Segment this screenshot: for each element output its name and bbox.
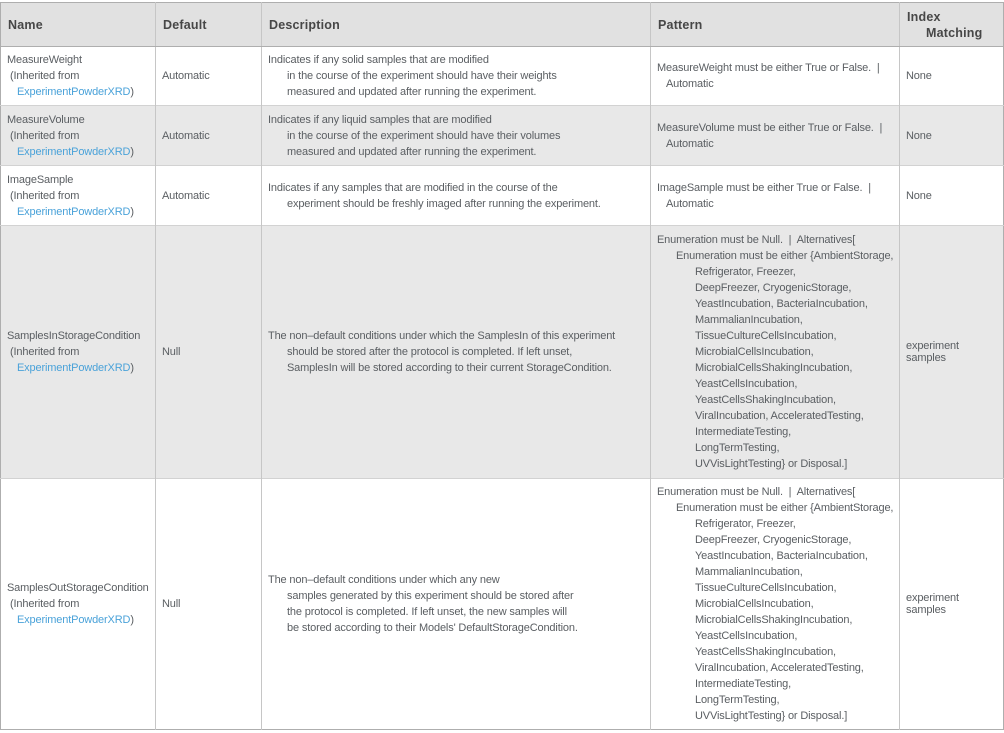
inherited-close-paren: ) [130, 86, 134, 98]
default-cell: Null [156, 226, 262, 479]
description-cell: The non–default conditions under which the SamplesIn of this experiment should be stored after the protocol is completed. If left unset, SamplesIn will be stored according to their current StorageCondition. [262, 226, 651, 479]
column-header-pattern: Pattern [651, 3, 900, 47]
options-reference-table [0, 2, 1004, 730]
inherited-from-text: (Inherited from [10, 346, 80, 358]
name-cell [1, 166, 156, 226]
inherited-from-text: (Inherited from [10, 129, 80, 142]
inherited-from-text: (Inherited from [10, 598, 80, 610]
option-name: SamplesOutStorageCondition [7, 582, 149, 594]
description-cell: Indicates if any liquid samples that are modified in the course of the experiment should have their volumes measured and updated after running the experiment. [262, 106, 651, 166]
default-cell: Null [156, 479, 262, 730]
inherited-close-paren: ) [130, 145, 134, 158]
index-matching-cell: None [900, 106, 1004, 166]
default-cell: Automatic [156, 47, 262, 106]
inherited-close-paren: ) [130, 362, 134, 374]
name-cell [1, 479, 156, 730]
inherited-from-text: (Inherited from [10, 70, 80, 82]
option-name: MeasureWeight [7, 54, 82, 66]
option-name: MeasureVolume [7, 113, 85, 126]
inherited-from-text: (Inherited from [10, 189, 80, 202]
pattern-cell: MeasureVolume must be either True or False. | Automatic [651, 106, 900, 166]
inherited-close-paren: ) [130, 205, 134, 218]
index-matching-cell: None [900, 166, 1004, 226]
column-header-default: Default [156, 3, 262, 47]
column-header-index-matching: Index Matching [900, 3, 1004, 47]
table-row-image-sample [1, 166, 1004, 226]
description-cell: Indicates if any samples that are modified in the course of the experiment should be freshly imaged after running the experiment. [262, 166, 651, 226]
pattern-cell: Enumeration must be Null. | Alternatives[ Enumeration must be either {AmbientStorage, Refrigerator, Freezer, DeepFreezer, CryogenicStorage, YeastIncubation, BacteriaIncubation, MammalianIncubation, TissueCultureCellsIncubation, MicrobialCellsIncubation, MicrobialCellsShakingIncubation, YeastCellsIncubation, YeastCellsShakingIncubation, ViralIncubation, AcceleratedTesting, IntermediateTesting, LongTermTesting, UVVisLightTesting} or Disposal.] [651, 479, 900, 730]
description-cell: Indicates if any solid samples that are modified in the course of the experiment should have their weights measured and updated after running the experiment. [262, 47, 651, 106]
pattern-cell: ImageSample must be either True or False. | Automatic [651, 166, 900, 226]
default-cell: Automatic [156, 106, 262, 166]
inherited-from-link[interactable]: ExperimentPowderXRD [17, 614, 131, 626]
inherited-from-link[interactable]: ExperimentPowderXRD [17, 145, 131, 158]
inherited-close-paren: ) [130, 614, 134, 626]
index-matching-cell: experiment samples [900, 226, 1004, 479]
index-matching-cell: None [900, 47, 1004, 106]
option-name: SamplesInStorageCondition [7, 330, 141, 342]
table-row-samples-in-storage-condition [1, 226, 1004, 479]
name-cell [1, 226, 156, 479]
option-name: ImageSample [7, 173, 74, 186]
inherited-from-link[interactable]: ExperimentPowderXRD [17, 86, 131, 98]
pattern-cell: MeasureWeight must be either True or False. | Automatic [651, 47, 900, 106]
table-row-measure-weight [1, 47, 1004, 106]
default-cell: Automatic [156, 166, 262, 226]
header-row [1, 3, 1004, 47]
index-matching-cell: experiment samples [900, 479, 1004, 730]
table-row-measure-volume [1, 106, 1004, 166]
inherited-from-link[interactable]: ExperimentPowderXRD [17, 205, 131, 218]
name-cell [1, 106, 156, 166]
column-header-name: Name [1, 3, 156, 47]
name-cell [1, 47, 156, 106]
description-cell: The non–default conditions under which any new samples generated by this experiment should be stored after the protocol is completed. If left unset, the new samples will be stored according to their Models' DefaultStorageCondition. [262, 479, 651, 730]
pattern-cell: Enumeration must be Null. | Alternatives[ Enumeration must be either {AmbientStorage, Refrigerator, Freezer, DeepFreezer, CryogenicStorage, YeastIncubation, BacteriaIncubation, MammalianIncubation, TissueCultureCellsIncubation, MicrobialCellsIncubation, MicrobialCellsShakingIncubation, YeastCellsIncubation, YeastCellsShakingIncubation, ViralIncubation, AcceleratedTesting, IntermediateTesting, LongTermTesting, UVVisLightTesting} or Disposal.] [651, 226, 900, 479]
table-row-samples-out-storage-condition [1, 479, 1004, 730]
inherited-from-link[interactable]: ExperimentPowderXRD [17, 362, 131, 374]
column-header-description: Description [262, 3, 651, 47]
